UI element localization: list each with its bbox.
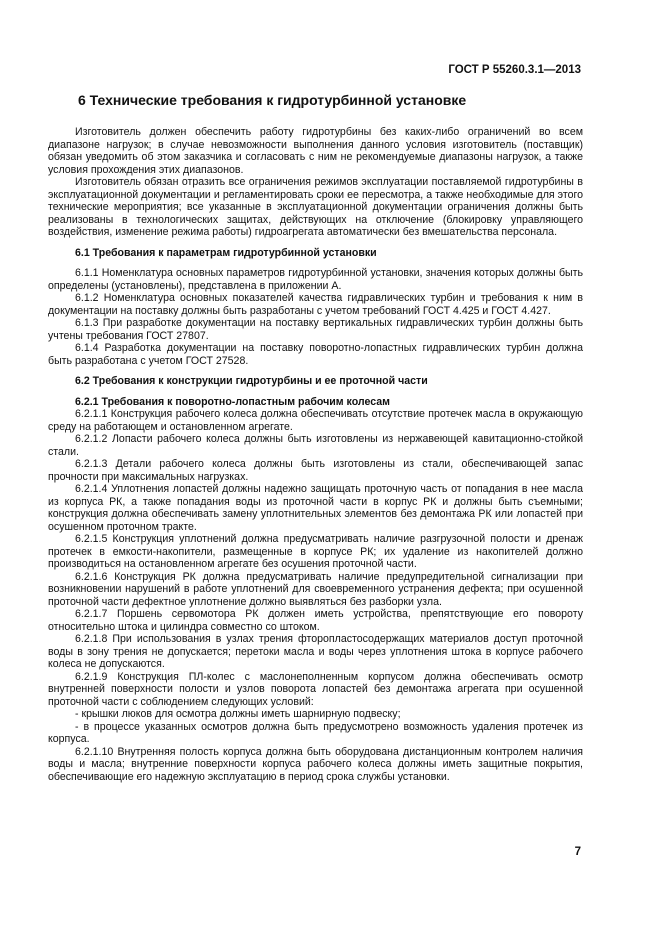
paragraph: 6.2.1.8 При использования в узлах трения фторопластосодержащих материалов доступ проточной воды в зону трения не допускается; перетоки масла и воды через уплотнения штока в корпусе рабочего колеса не допускаются. <box>48 633 583 670</box>
paragraph: 6.2.1.1 Конструкция рабочего колеса должна обеспечивать отсутствие протечек масла в окружающую среду на работающем и остановленном агрегате. <box>48 408 583 433</box>
paragraph: 6.2.1.6 Конструкция РК должна предусматривать наличие предупредительной сигнализации при возникновении нарушений в работе уплотнений для своевременного устранения дефекта; при осушенной проточной части дефектное уплотнение должно выявляться без разборки узла. <box>48 570 583 608</box>
paragraph: Изготовитель обязан отразить все ограничения режимов эксплуатации поставляемой гидротурбины в эксплуатационной документации и регламентировать сроки ее пересмотра, а также необходимые для этого технические мероприятия; все указанные в эксплуатационной документации ограничения должны быть реализованы в технологических защитах, действующих на отключение (блокировку управляющего воздействия, изменение режима работы) гидроагрегата автоматически без вмешательства персонала. <box>48 176 583 238</box>
paragraph: 6.1.1 Номенклатура основных параметров гидротурбинной установки, значения которых должны быть определены (установлены), представлена в приложении А. <box>48 267 583 292</box>
subsection-heading: 6.2 Требования к конструкции гидротурбины и ее проточной части <box>75 375 428 387</box>
paragraph: 6.2.1.5 Конструкция уплотнений должна предусматривать наличие разгрузочной полости и дренаж протечек в емкости-накопители, размещенные в корпусе РК; их удаление из накопителей должно производиться на остановленном агрегате без осушения проточной части. <box>48 533 583 570</box>
subsubsection-heading: 6.2.1 Требования к поворотно-лопастным рабочим колесам <box>75 395 391 408</box>
list-item: - крышки люков для осмотра должны иметь шарнирную подвеску; <box>75 708 401 720</box>
subsection-heading: 6.1 Требования к параметрам гидротурбинной установки <box>75 246 377 259</box>
paragraph: 6.2.1.9 Конструкция ПЛ-колес с маслонеполненным корпусом должна обеспечивать осмотр внутренней поверхности полости и узлов поворота лопастей без демонтажа агрегата при осушенной проточной части с соблюдением следующих условий: <box>48 670 583 708</box>
paragraph: 6.2.1.10 Внутренняя полость корпуса должна быть оборудована дистанционным контролем наличия воды и масла; внутренние поверхности корпуса рабочего колеса должны иметь защитные покрытия, обеспечивающие его надежную эксплуатацию в период срока службы установки. <box>48 745 583 783</box>
paragraph: 6.2.1.7 Поршень сервомотора РК должен иметь устройства, препятствующие его повороту относительно штока и цилиндра совместно со штоком. <box>48 608 583 633</box>
document-header-id: ГОСТ Р 55260.3.1—2013 <box>448 64 581 76</box>
paragraph: 6.1.3 При разработке документации на поставку вертикальных гидравлических турбин должны быть учтены требования ГОСТ 27807. <box>48 317 583 342</box>
list-item: - в процессе указанных осмотров должна быть предусмотрено возможность удаления протечек из корпуса. <box>48 720 583 745</box>
paragraph: 6.2.1.3 Детали рабочего колеса должны быть изготовлены из стали, обеспечивающей запас прочности при максимальных нагрузках. <box>48 458 583 483</box>
paragraph: 6.1.2 Номенклатура основных показателей качества гидравлических турбин и требования к ним в документации на поставку должны быть разработаны с учетом требований ГОСТ 4.425 и ГОСТ 4.427. <box>48 292 583 317</box>
paragraph: Изготовитель должен обеспечить работу гидротурбины без каких-либо ограничений во всем диапазоне нагрузок; в случае невозможности выполнения данного условия изготовитель (поставщик) обязан уведомить об этом заказчика и согласовать с ним не рекомендуемые диапазоны нагрузок, а также условия прохождения этих диапазонов. <box>48 126 583 176</box>
paragraph: 6.1.4 Разработка документации на поставку поворотно-лопастных гидравлических турбин должна быть разработана с учетом ГОСТ 27528. <box>48 342 583 367</box>
document-body <box>48 118 583 783</box>
section-title: 6 Технические требования к гидротурбинной установке <box>78 92 467 108</box>
page-number: 7 <box>574 846 581 858</box>
paragraph: 6.2.1.2 Лопасти рабочего колеса должны быть изготовлены из нержавеющей кавитационно-стойкой стали. <box>48 433 583 458</box>
paragraph: 6.2.1.4 Уплотнения лопастей должны надежно защищать проточную часть от попадания в нее масла из корпуса РК, а также попадания воды из проточной части в корпус РК и должны быть съемными; конструкция должна обеспечивать замену уплотнительных элементов без демонтажа РК или лопастей при осушенном проточном тракте. <box>48 483 583 533</box>
